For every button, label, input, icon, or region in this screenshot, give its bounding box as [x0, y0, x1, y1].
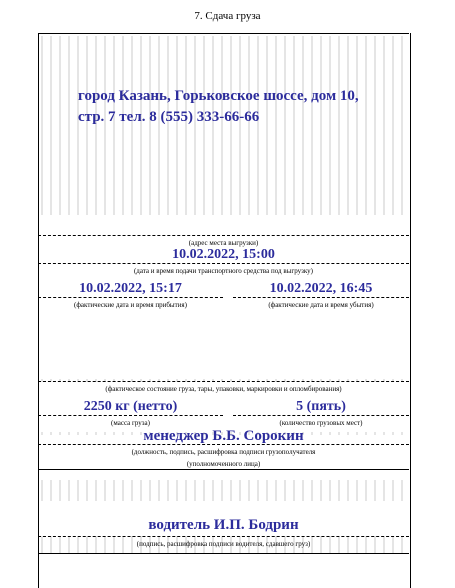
driver-underline — [38, 536, 409, 537]
consignee-signature: менеджер Б.Б. Сорокин — [143, 428, 304, 444]
unload-datetime-value: 10.02.2022, 15:00 — [172, 247, 275, 262]
address-line-2: стр. 7 тел. 8 (555) 333-66-66 — [78, 109, 260, 125]
condition-caption: (фактическое состояние груза, тары, упаковки, маркировки и опломбирования) — [105, 385, 342, 393]
departure-value: 10.02.2022, 16:45 — [269, 281, 373, 296]
driver-divider — [38, 553, 409, 554]
departure-caption: (фактические дата и время убытия) — [268, 301, 374, 309]
mass-caption: (масса груза) — [111, 419, 150, 427]
places-value: 5 (пять) — [296, 399, 346, 414]
condition-underline — [38, 381, 409, 382]
unload-datetime-caption: (дата и время подачи транспортного средства под выгрузку) — [133, 267, 314, 275]
section-title: 7. Сдача груза — [194, 10, 261, 22]
arrival-value: 10.02.2022, 15:17 — [79, 281, 182, 296]
address-line-1: город Казань, Горьковское шоссе, дом 10, — [78, 88, 359, 104]
top-border — [38, 33, 409, 34]
mass-underline — [38, 415, 223, 416]
driver-caption: (подпись, расшифровка подписи водителя, сдавшего груз) — [136, 540, 311, 548]
address-caption: (адрес места выгрузки) — [188, 239, 259, 247]
arrival-caption: (фактические дата и время прибытия) — [74, 301, 187, 309]
departure-underline — [233, 297, 409, 298]
places-caption: (количество грузовых мест) — [279, 419, 363, 427]
arrival-underline — [38, 297, 223, 298]
consignee-divider — [38, 469, 409, 470]
driver-signature: водитель И.П. Бодрин — [148, 517, 299, 533]
datetime-underline — [38, 263, 409, 264]
consignee-caption-2: (уполномоченного лица) — [186, 460, 261, 468]
consignee-caption-1: (должность, подпись, расшифровка подписи грузополучателя — [131, 448, 316, 456]
unloading-address — [78, 86, 359, 128]
places-underline — [233, 415, 409, 416]
address-underline — [38, 235, 409, 236]
mass-value: 2250 кг (нетто) — [83, 399, 178, 414]
